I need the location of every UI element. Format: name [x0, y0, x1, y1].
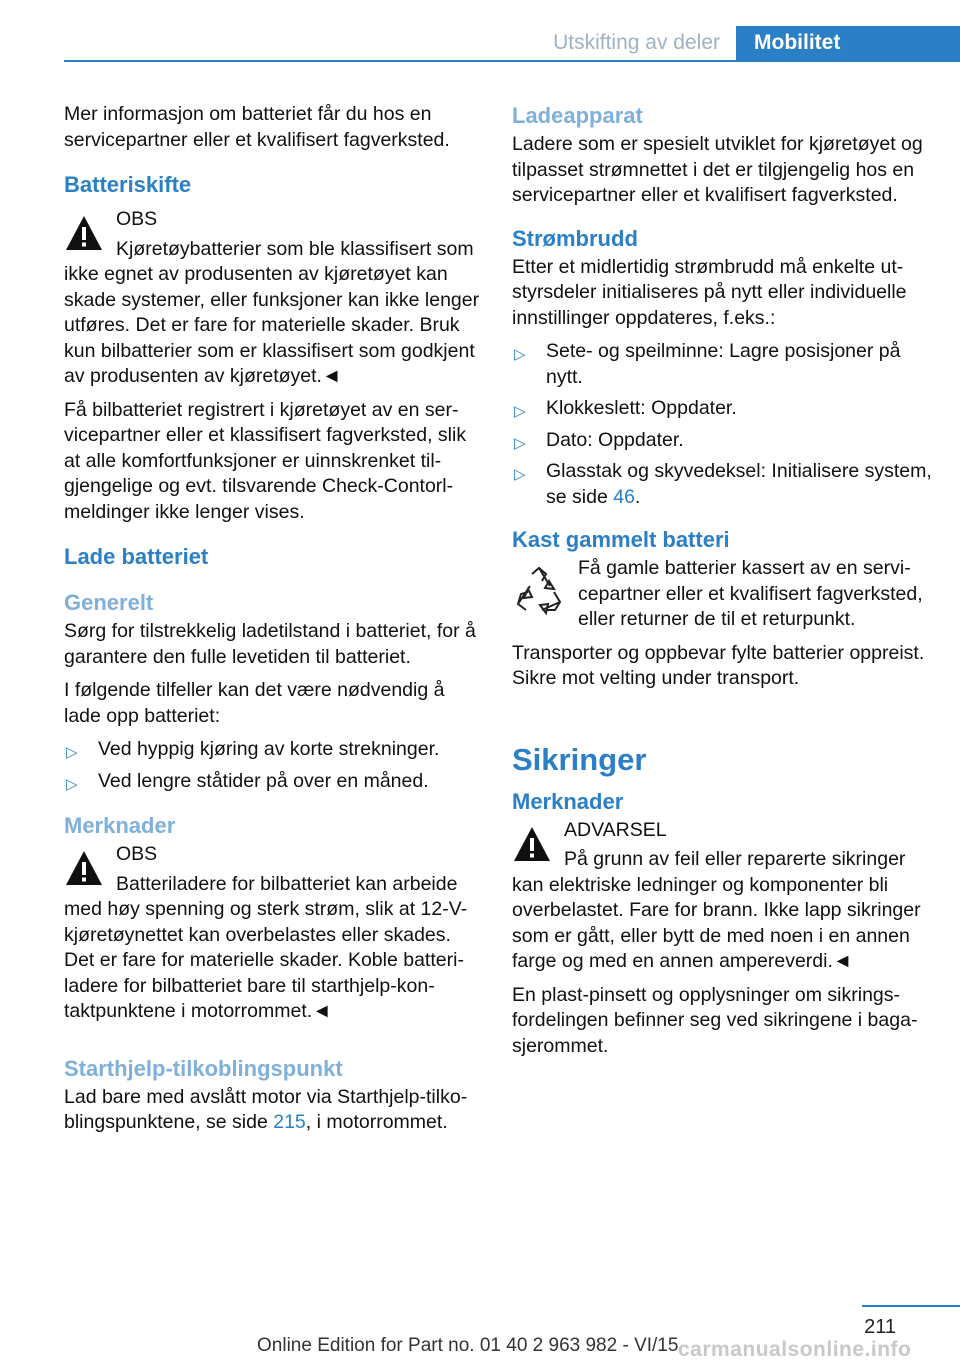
warning-triangle-icon — [512, 824, 552, 864]
list-item: ▷ Dato: Oppdater. — [512, 428, 932, 454]
charging-cases-list — [64, 737, 484, 794]
list-item: ▷ Glasstak og skyvedeksel: Initialisere system, se side 46. — [514, 460, 932, 508]
lade-batteriet-heading: Lade batteriet — [64, 544, 209, 569]
bullet-icon: ▷ — [66, 775, 78, 793]
sikringer-heading: Sikringer — [512, 741, 647, 777]
list-item: ▷ Ved lengre ståtider på over en måned. — [64, 769, 484, 795]
charging-need-paragraph: I følgende tilfeller kan det være nødvendig å lade opp batteriet: — [64, 679, 445, 727]
left-column — [64, 102, 484, 1144]
ladeapparat-paragraph: Ladere som er spesielt utviklet for kjøretøyet og tilpasset strømnettet i det er tilgjengelig hos en servicepartner eller et kvalifisert fagverksted. — [512, 133, 923, 206]
warning-text: Batteriladere for bilbatteriet kan arbeide med høy spenning og sterk strøm, slik at 12-V-kjøretøynettet kan overbelastes eller skades. Det er fare for materielle skader. Koble batteriladere for bilbatteriet bare til starthjelp-kontaktpunktene i motorrommet.◄ — [64, 872, 468, 1022]
page-link-46[interactable]: 46 — [613, 485, 635, 508]
bullet-icon: ▷ — [66, 744, 78, 761]
page-link-215[interactable]: 215 — [273, 1111, 306, 1133]
bullet-icon: ▷ — [514, 466, 526, 483]
recycle-note — [512, 556, 932, 633]
strombrudd-list — [512, 339, 932, 510]
warning-text: Kjøretøybatterier som ble klassifisert som ikke egnet av produsenten av kjøretøyet kan skade systemer, eller funksjoner kan ikke lenger utføres. Det er fare for materielle skader. Bruk kun bilbatterier som er klassifisert som godkjent av produsenten av kjøretøyet.◄ — [64, 237, 480, 387]
bullet-icon: ▷ — [514, 434, 526, 452]
fuse-warning — [512, 818, 932, 975]
warning-triangle-icon — [64, 848, 104, 888]
list-item: ▷ Klokkeslett: Oppdater. — [512, 396, 932, 422]
batteriskifte-warning — [64, 207, 484, 390]
warning-title: ADVARSEL — [564, 818, 667, 841]
header-section-title: Utskifting av deler — [553, 31, 720, 54]
right-column — [512, 102, 932, 1067]
ladeapparat-heading: Ladeapparat — [512, 103, 643, 128]
generelt-heading: Generelt — [64, 590, 154, 615]
tweezers-paragraph: En plast-pinsett og opplysninger om sikringsfordelingen befinner seg ved sikringene i bagasjerommet. — [512, 983, 918, 1057]
sikringer-merknader-heading: Merknader — [512, 788, 624, 814]
watermark: carmanualsonline.info — [678, 1338, 912, 1361]
generelt-paragraph: Sørg for tilstrekkelig ladetilstand i batteriet, for å garantere den fulle levetiden til batteriet. — [64, 620, 476, 668]
list-item: ▷ Ved hyppig kjøring av korte strekninger. — [64, 737, 484, 763]
bullet-icon: ▷ — [514, 346, 526, 363]
header-chapter-tab: Mobilitet — [736, 26, 960, 60]
starthjelp-paragraph: Lad bare med avslått motor via Starthjelp-tilkoblingspunktene, se side 215, i motorrommet. — [64, 1085, 468, 1133]
transport-paragraph: Transporter og oppbevar fylte batterier oppreist. Sikre mot velting under transport. — [512, 641, 925, 689]
batteriskifte-heading: Batteriskifte — [64, 172, 192, 197]
footer-rule — [862, 1305, 960, 1307]
recycle-icon — [512, 564, 566, 618]
page-number: 211 — [864, 1316, 896, 1338]
registration-paragraph: Få bilbatteriet registrert i kjøretøyet av en servicepartner eller et klassifisert fagverksted, slik at alle komfortfunksjoner er uinnskrenket tilgjengelige og evt. tilsvarende Check-Contorl-meldinger ikke lenger vises. — [64, 398, 467, 523]
list-item: ▷ Sete- og speilminne: Lagre posisjoner på nytt. — [514, 340, 901, 388]
bullet-icon: ▷ — [514, 403, 526, 420]
strombrudd-heading: Strømbrudd — [512, 225, 638, 251]
warning-triangle-icon — [64, 213, 104, 253]
warning-text: På grunn av feil eller reparerte sikringer kan elektriske ledninger og komponenter bli overbelastet. Fare for brann. Ikke lapp sikringer som er gått, eller bytt de med noen i en annen farge og med en annen ampereverdi.◄ — [512, 848, 921, 972]
intro-paragraph: Mer informasjon om batteriet får du hos en servicepartner eller et kvalifisert fagverksted. — [64, 103, 450, 151]
kast-batteri-heading: Kast gammelt batteri — [512, 527, 730, 552]
strombrudd-paragraph: Etter et midlertidig strømbrudd må enkelte utstyrsdeler initialiseres på nytt eller individuelle innstillinger oppdateres, f.eks.: — [512, 255, 907, 329]
edition-line: Online Edition for Part no. 01 40 2 963 982 - VI/15 — [257, 1335, 679, 1356]
warning-title: OBS — [116, 843, 158, 865]
merknader-heading: Merknader — [64, 813, 176, 838]
recycle-text: Få gamle batterier kassert av en servicepartner eller et kvalifisert fagverksted, eller returner de til et returpunkt. — [578, 557, 923, 630]
charger-warning — [64, 842, 484, 1025]
starthjelp-heading: Starthjelp-tilkoblingspunkt — [64, 1055, 343, 1081]
warning-title: OBS — [116, 208, 158, 230]
header-rule — [64, 60, 960, 62]
